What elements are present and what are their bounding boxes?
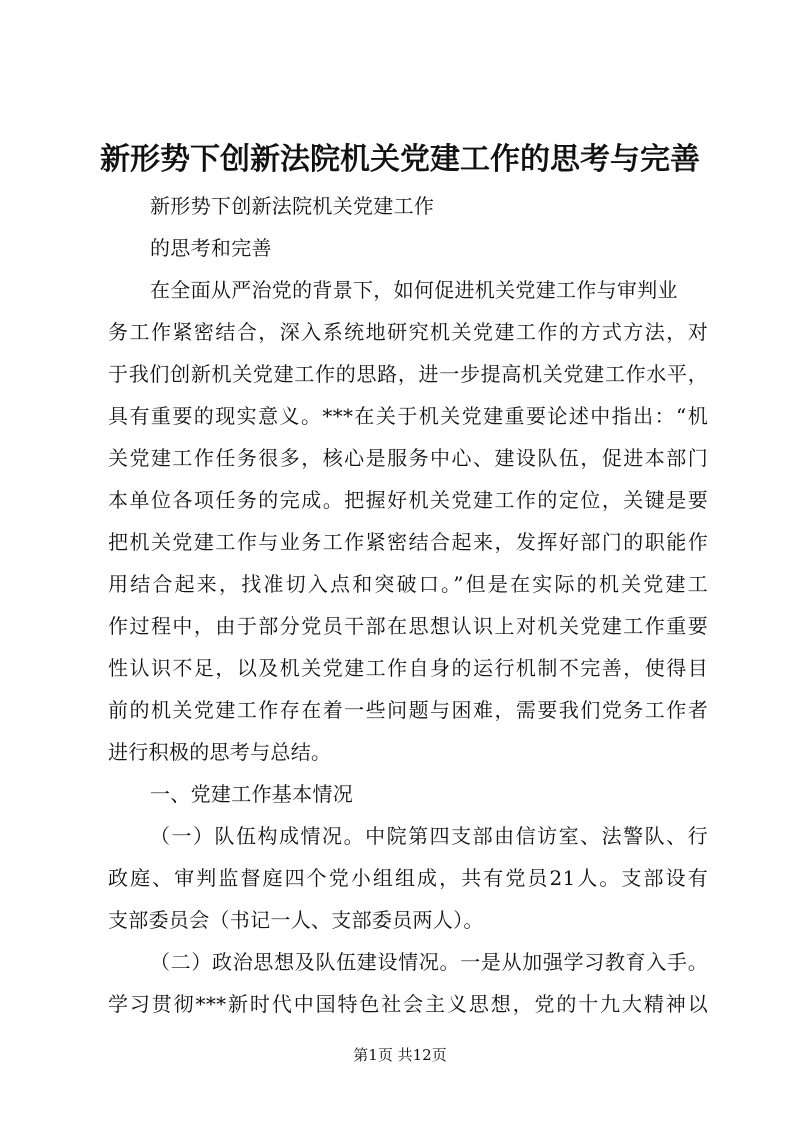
body-line: 具有重要的现实意义。***在关于机关党建重要论述中指出：“机: [108, 404, 708, 428]
section-heading: 一、党建工作基本情况: [150, 782, 353, 806]
body-line: 进行积极的思考与总结。: [108, 740, 332, 764]
body-line: 务工作紧密结合，深入系统地研究机关党建工作的方式方法，对: [108, 320, 708, 344]
body-line: 于我们创新机关党建工作的思路，进一步提高机关党建工作水平，: [108, 362, 708, 386]
body-line: （一）队伍构成情况。中院第四支部由信访室、法警队、行: [150, 824, 708, 848]
body-line: 作过程中，由于部分党员干部在思想认识上对机关党建工作重要: [108, 614, 708, 638]
body-line: 本单位各项任务的完成。把握好机关党建工作的定位，关键是要: [108, 488, 708, 512]
body-line: 政庭、审判监督庭四个党小组组成，共有党员21人。支部设有: [108, 866, 708, 890]
body-line: 在全面从严治党的背景下，如何促进机关党建工作与审判业: [150, 278, 678, 302]
body-line: 用结合起来，找准切入点和突破口。”但是在实际的机关党建工: [108, 572, 708, 596]
body-line: 学习贯彻***新时代中国特色社会主义思想，党的十九大精神以: [108, 992, 708, 1016]
body-line: （二）政治思想及队伍建设情况。一是从加强学习教育入手。: [150, 950, 708, 974]
body-line: 性认识不足，以及机关党建工作自身的运行机制不完善，使得目: [108, 656, 708, 680]
page-number: 第1页 共12页: [353, 1046, 447, 1064]
body-line: 把机关党建工作与业务工作紧密结合起来，发挥好部门的职能作: [108, 530, 708, 554]
document-title: 新形势下创新法院机关党建工作的思考与完善: [100, 142, 700, 177]
body-line: 前的机关党建工作存在着一些问题与困难，需要我们党务工作者: [108, 698, 708, 722]
body-line: 支部委员会（书记一人、支部委员两人）。: [108, 908, 484, 932]
subtitle-line-2: 的思考和完善: [150, 236, 272, 260]
subtitle-line-1: 新形势下创新法院机关党建工作: [150, 194, 435, 218]
body-line: 关党建工作任务很多，核心是服务中心、建设队伍，促进本部门: [108, 446, 708, 470]
